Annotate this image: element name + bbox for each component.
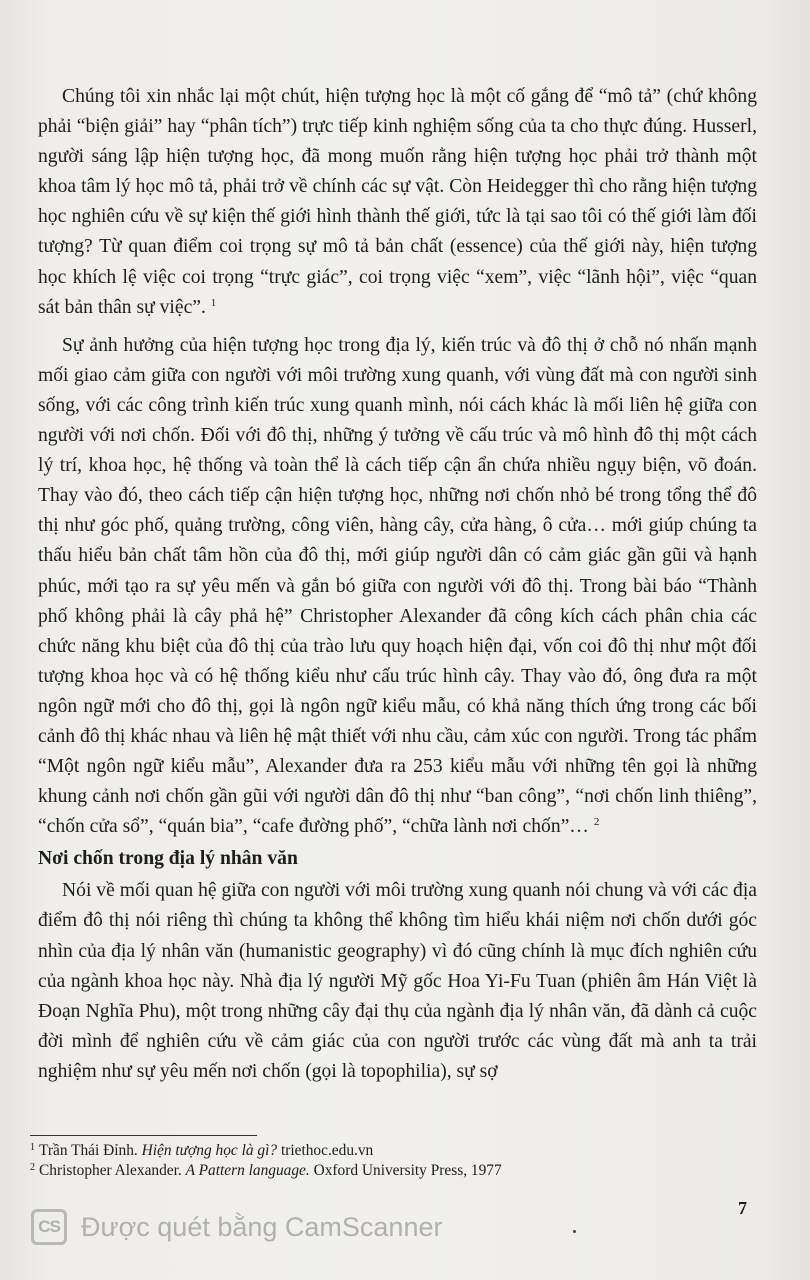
footnote-1: $^1$ Trần Thái Đỉnh. Hiện tượng học là gì? triethoc.edu.vn [30,1142,374,1159]
footnote-ref-2: 2 [593,816,600,829]
paragraph-2: Sự ảnh hưởng của hiện tượng học trong địa lý, kiến trúc và đô thị ở chỗ nó nhấn mạnh mối giao cảm giữa con người với môi trường xung quanh, với vùng đất mà con người sinh sống, với các công trình kiến trúc xung quanh mình, nói cách khác là mối liên hệ giữa con người với nơi chốn. Đối với đô thị, những ý tưởng về cấu trúc và mô hình đô thị một cách lý trí, khoa học, hệ thống và toàn thể là cách tiếp cận ẩn chứa nhiều ngụy biện, võ đoán. Thay vào đó, theo cách tiếp cận hiện tượng học, những nơi chốn nhỏ bé trong tổng thể đô thị như góc phố, quảng trường, công viên, hàng cây, cửa hàng, ô cửa… mới giúp chúng ta thấu hiểu bản chất tâm hồn của đô thị, mới giúp người dân có cảm giác gần gũi và hạnh phúc, mới tạo ra sự yêu mến và gắn bó giữa con người với đô thị. Trong bài báo “Thành phố không phải là cây phả hệ” Christopher Alexander đã công kích cách phân chia các chức năng khu biệt của đô thị của trào lưu quy hoạch hiện đại, vốn coi đô thị như một đối tượng khoa học và có hệ thống kiểu như cấu trúc hình cây. Thay vào đó, ông đưa ra một ngôn ngữ mới cho đô thị, gọi là ngôn ngữ kiểu mẫu, có khả năng thích ứng trong các bối cảnh đô thị khác nhau và liên hệ mật thiết với nhu cầu, cảm xúc con người. Trong tác phẩm “Một ngôn ngữ kiểu mẫu”, Alexander đưa ra 253 kiểu mẫu với những tên gọi là những khung cảnh nơi chốn gần gũi với người dân đô thị như “ban công”, “nơi chốn linh thiêng”, “chốn cửa sổ”, “quán bia”, “cafe đường phố”, “chữa lành nơi chốn”… $^2$ [38,334,757,838]
footnotes [30,1141,750,1181]
body-text [38,82,757,1087]
footnote-ref-1: 1 [210,296,217,309]
scan-speck [573,1230,576,1233]
section-heading: Nơi chốn trong địa lý nhân văn [38,848,298,870]
camscanner-logo-icon: CS [31,1209,67,1245]
footnote-divider [30,1135,257,1136]
watermark-text: Được quét bằng CamScanner [81,1211,443,1242]
camscanner-watermark [31,1206,442,1248]
paragraph-1: Chúng tôi xin nhắc lại một chút, hiện tượng học là một cố gắng để “mô tả” (chứ không phải “biện giải” hay “phân tích”) trực tiếp kinh nghiệm sống của ta cho thực đúng. Husserl, người sáng lập hiện tượng học, đã mong muốn rằng hiện tượng học phải trở thành một khoa tâm lý học mô tả, phải trở về chính các sự vật. Còn Heidegger thì cho rằng hiện tượng học nghiên cứu về sự kiện thế giới hình thành thế giới, tức là tại sao tôi có thế giới làm đối tượng? Từ quan điểm coi trọng sự mô tả bản chất (essence) của thế giới này, hiện tượng học khích lệ việc coi trọng “trực giác”, coi trọng việc “xem”, việc “lãnh hội”, việc “quan sát bản thân sự việc”. $^1$ [38,86,757,318]
footnote-2: $^2$ Christopher Alexander. A Pattern language. Oxford University Press, 1977 [30,1162,502,1179]
page-number: 7 [738,1198,747,1218]
paragraph-3: Nói về mối quan hệ giữa con người với môi trường xung quanh nói chung và với các địa điểm đô thị nói riêng thì chúng ta không thể không tìm hiểu khái niệm nơi chốn dưới góc nhìn của địa lý nhân văn (humanistic geography) vì đó cũng chính là mục đích nghiên cứu của ngành khoa học này. Nhà địa lý người Mỹ gốc Hoa Yi-Fu Tuan (phiên âm Hán Việt là Đoạn Nghĩa Phu), một trong những cây đại thụ của ngành địa lý nhân văn, đã dành cả cuộc đời mình để nghiên cứu về cảm giác của con người trước các vùng đất mà anh ta trải nghiệm như sự yêu mến nơi chốn (gọi là topophilia), sự sợ [38,880,757,1082]
